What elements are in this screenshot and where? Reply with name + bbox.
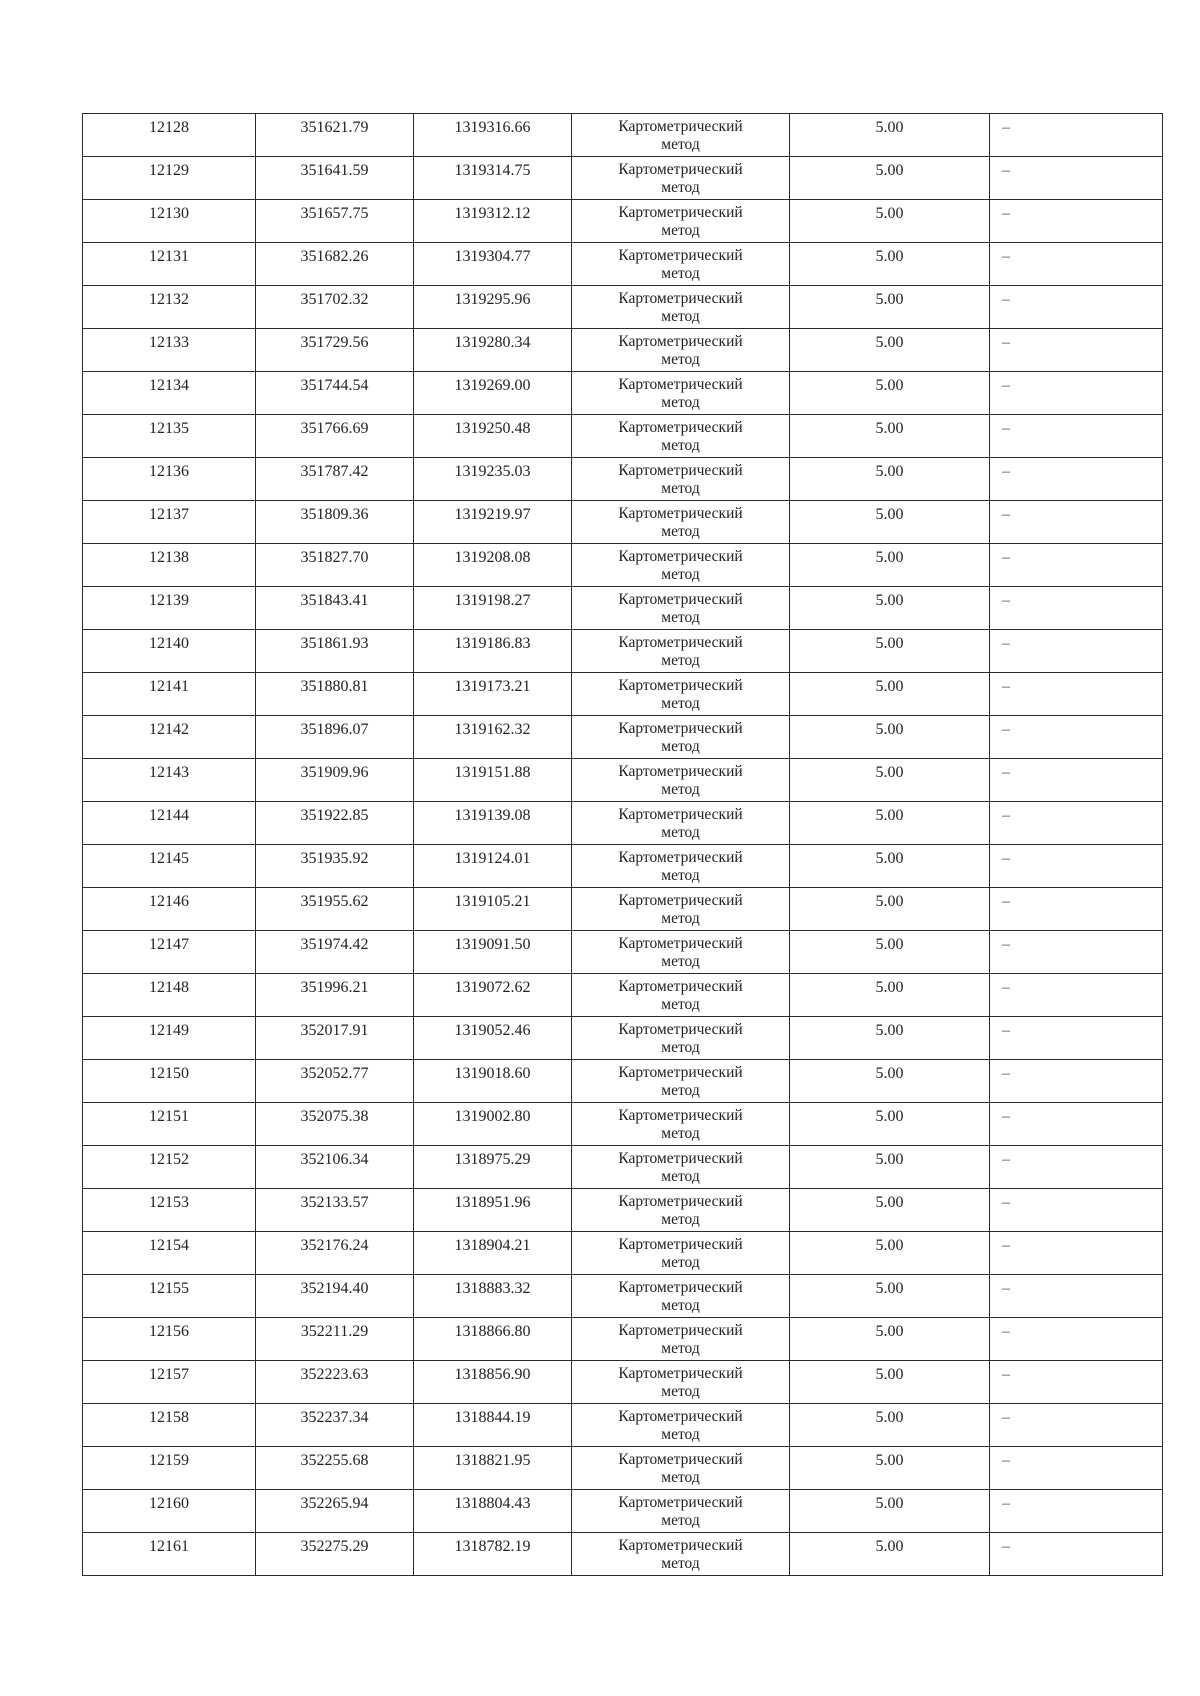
method-text: Картометрический метод (618, 1279, 743, 1314)
y-coordinate-cell: 1319250.48 (414, 415, 572, 458)
method-text: Картометрический метод (618, 849, 743, 884)
y-coordinate-cell: 1319124.01 (414, 845, 572, 888)
table-row (83, 1533, 1163, 1576)
description-cell: – (990, 458, 1163, 501)
method-text: Картометрический метод (618, 419, 743, 454)
point-number-cell: 12153 (83, 1189, 256, 1232)
point-number-cell: 12129 (83, 157, 256, 200)
accuracy-cell: 5.00 (790, 544, 990, 587)
accuracy-cell: 5.00 (790, 1103, 990, 1146)
y-coordinate-cell: 1318951.96 (414, 1189, 572, 1232)
accuracy-cell: 5.00 (790, 114, 990, 157)
y-coordinate-cell: 1319002.80 (414, 1103, 572, 1146)
point-number-cell: 12139 (83, 587, 256, 630)
description-cell: – (990, 630, 1163, 673)
method-cell (572, 587, 790, 630)
method-cell (572, 802, 790, 845)
accuracy-cell: 5.00 (790, 329, 990, 372)
method-cell (572, 544, 790, 587)
accuracy-cell: 5.00 (790, 1447, 990, 1490)
x-coordinate-cell: 351827.70 (256, 544, 414, 587)
description-cell: – (990, 286, 1163, 329)
x-coordinate-cell: 351996.21 (256, 974, 414, 1017)
description-cell: – (990, 1189, 1163, 1232)
point-number-cell: 12135 (83, 415, 256, 458)
y-coordinate-cell: 1319091.50 (414, 931, 572, 974)
x-coordinate-cell: 351909.96 (256, 759, 414, 802)
y-coordinate-cell: 1319316.66 (414, 114, 572, 157)
point-number-cell: 12141 (83, 673, 256, 716)
point-number-cell: 12128 (83, 114, 256, 157)
method-text: Картометрический метод (618, 1021, 743, 1056)
accuracy-cell: 5.00 (790, 1146, 990, 1189)
method-text: Картометрический метод (618, 1408, 743, 1443)
method-cell (572, 759, 790, 802)
accuracy-cell: 5.00 (790, 888, 990, 931)
x-coordinate-cell: 351744.54 (256, 372, 414, 415)
x-coordinate-cell: 351935.92 (256, 845, 414, 888)
table-row (83, 931, 1163, 974)
x-coordinate-cell: 352237.34 (256, 1404, 414, 1447)
accuracy-cell: 5.00 (790, 802, 990, 845)
method-text: Картометрический метод (618, 204, 743, 239)
x-coordinate-cell: 351809.36 (256, 501, 414, 544)
method-text: Картометрический метод (618, 1365, 743, 1400)
method-text: Картометрический метод (618, 290, 743, 325)
method-text: Картометрический метод (618, 1451, 743, 1486)
y-coordinate-cell: 1319052.46 (414, 1017, 572, 1060)
x-coordinate-cell: 351766.69 (256, 415, 414, 458)
table-row (83, 286, 1163, 329)
table-row (83, 1146, 1163, 1189)
accuracy-cell: 5.00 (790, 1060, 990, 1103)
table-row (83, 587, 1163, 630)
method-cell (572, 716, 790, 759)
method-cell (572, 974, 790, 1017)
method-cell (572, 1404, 790, 1447)
accuracy-cell: 5.00 (790, 1232, 990, 1275)
method-cell (572, 1232, 790, 1275)
y-coordinate-cell: 1318866.80 (414, 1318, 572, 1361)
table-row (83, 888, 1163, 931)
description-cell: – (990, 716, 1163, 759)
accuracy-cell: 5.00 (790, 458, 990, 501)
x-coordinate-cell: 351843.41 (256, 587, 414, 630)
table-row (83, 1060, 1163, 1103)
accuracy-cell: 5.00 (790, 372, 990, 415)
method-text: Картометрический метод (618, 462, 743, 497)
x-coordinate-cell: 352133.57 (256, 1189, 414, 1232)
method-text: Картометрический метод (618, 1193, 743, 1228)
table-row (83, 673, 1163, 716)
x-coordinate-cell: 352211.29 (256, 1318, 414, 1361)
method-text: Картометрический метод (618, 161, 743, 196)
method-cell (572, 1275, 790, 1318)
description-cell: – (990, 243, 1163, 286)
method-text: Картометрический метод (618, 720, 743, 755)
y-coordinate-cell: 1318883.32 (414, 1275, 572, 1318)
method-cell (572, 845, 790, 888)
method-cell (572, 1146, 790, 1189)
description-cell: – (990, 1404, 1163, 1447)
y-coordinate-cell: 1318844.19 (414, 1404, 572, 1447)
method-cell (572, 1189, 790, 1232)
description-cell: – (990, 1146, 1163, 1189)
y-coordinate-cell: 1319295.96 (414, 286, 572, 329)
table-row (83, 716, 1163, 759)
y-coordinate-cell: 1319235.03 (414, 458, 572, 501)
point-number-cell: 12149 (83, 1017, 256, 1060)
method-text: Картометрический метод (618, 118, 743, 153)
accuracy-cell: 5.00 (790, 673, 990, 716)
description-cell: – (990, 759, 1163, 802)
method-cell (572, 243, 790, 286)
description-cell: – (990, 1447, 1163, 1490)
coordinates-table (82, 113, 1163, 1576)
x-coordinate-cell: 351922.85 (256, 802, 414, 845)
description-cell: – (990, 974, 1163, 1017)
table-row (83, 1447, 1163, 1490)
point-number-cell: 12151 (83, 1103, 256, 1146)
method-cell (572, 200, 790, 243)
description-cell: – (990, 845, 1163, 888)
x-coordinate-cell: 352265.94 (256, 1490, 414, 1533)
table-row (83, 1189, 1163, 1232)
accuracy-cell: 5.00 (790, 1533, 990, 1576)
y-coordinate-cell: 1318975.29 (414, 1146, 572, 1189)
point-number-cell: 12154 (83, 1232, 256, 1275)
description-cell: – (990, 1275, 1163, 1318)
x-coordinate-cell: 352075.38 (256, 1103, 414, 1146)
method-text: Картометрический метод (618, 677, 743, 712)
description-cell: – (990, 1103, 1163, 1146)
accuracy-cell: 5.00 (790, 1404, 990, 1447)
point-number-cell: 12150 (83, 1060, 256, 1103)
table-row (83, 1318, 1163, 1361)
table-row (83, 114, 1163, 157)
table-row (83, 243, 1163, 286)
accuracy-cell: 5.00 (790, 716, 990, 759)
x-coordinate-cell: 352255.68 (256, 1447, 414, 1490)
point-number-cell: 12138 (83, 544, 256, 587)
point-number-cell: 12142 (83, 716, 256, 759)
x-coordinate-cell: 352052.77 (256, 1060, 414, 1103)
y-coordinate-cell: 1319208.08 (414, 544, 572, 587)
method-cell (572, 888, 790, 931)
coordinates-table-body (83, 114, 1163, 1576)
description-cell: – (990, 888, 1163, 931)
description-cell: – (990, 415, 1163, 458)
method-text: Картометрический метод (618, 1064, 743, 1099)
method-text: Картометрический метод (618, 376, 743, 411)
description-cell: – (990, 1533, 1163, 1576)
accuracy-cell: 5.00 (790, 1490, 990, 1533)
table-row (83, 759, 1163, 802)
method-cell (572, 501, 790, 544)
x-coordinate-cell: 351787.42 (256, 458, 414, 501)
method-text: Картометрический метод (618, 1322, 743, 1357)
y-coordinate-cell: 1319162.32 (414, 716, 572, 759)
description-cell: – (990, 1232, 1163, 1275)
accuracy-cell: 5.00 (790, 286, 990, 329)
table-row (83, 415, 1163, 458)
table-row (83, 329, 1163, 372)
description-cell: – (990, 1490, 1163, 1533)
method-text: Картометрический метод (618, 505, 743, 540)
x-coordinate-cell: 351896.07 (256, 716, 414, 759)
table-row (83, 802, 1163, 845)
description-cell: – (990, 1017, 1163, 1060)
x-coordinate-cell: 351702.32 (256, 286, 414, 329)
x-coordinate-cell: 352176.24 (256, 1232, 414, 1275)
accuracy-cell: 5.00 (790, 415, 990, 458)
table-row (83, 544, 1163, 587)
table-row (83, 630, 1163, 673)
table-row (83, 1017, 1163, 1060)
table-row (83, 1103, 1163, 1146)
method-text: Картометрический метод (618, 892, 743, 927)
method-text: Картометрический метод (618, 1150, 743, 1185)
table-row (83, 200, 1163, 243)
method-cell (572, 1103, 790, 1146)
method-text: Картометрический метод (618, 1236, 743, 1271)
description-cell: – (990, 114, 1163, 157)
method-text: Картометрический метод (618, 978, 743, 1013)
table-row (83, 157, 1163, 200)
point-number-cell: 12131 (83, 243, 256, 286)
description-cell: – (990, 544, 1163, 587)
x-coordinate-cell: 351657.75 (256, 200, 414, 243)
point-number-cell: 12145 (83, 845, 256, 888)
accuracy-cell: 5.00 (790, 974, 990, 1017)
y-coordinate-cell: 1319173.21 (414, 673, 572, 716)
point-number-cell: 12134 (83, 372, 256, 415)
accuracy-cell: 5.00 (790, 587, 990, 630)
point-number-cell: 12140 (83, 630, 256, 673)
accuracy-cell: 5.00 (790, 1318, 990, 1361)
x-coordinate-cell: 351955.62 (256, 888, 414, 931)
x-coordinate-cell: 351641.59 (256, 157, 414, 200)
description-cell: – (990, 1361, 1163, 1404)
description-cell: – (990, 587, 1163, 630)
accuracy-cell: 5.00 (790, 157, 990, 200)
method-cell (572, 114, 790, 157)
y-coordinate-cell: 1319219.97 (414, 501, 572, 544)
description-cell: – (990, 802, 1163, 845)
point-number-cell: 12133 (83, 329, 256, 372)
description-cell: – (990, 372, 1163, 415)
point-number-cell: 12144 (83, 802, 256, 845)
x-coordinate-cell: 352017.91 (256, 1017, 414, 1060)
method-text: Картометрический метод (618, 1494, 743, 1529)
y-coordinate-cell: 1319304.77 (414, 243, 572, 286)
x-coordinate-cell: 351682.26 (256, 243, 414, 286)
y-coordinate-cell: 1319198.27 (414, 587, 572, 630)
accuracy-cell: 5.00 (790, 243, 990, 286)
x-coordinate-cell: 352223.63 (256, 1361, 414, 1404)
method-cell (572, 1447, 790, 1490)
x-coordinate-cell: 351621.79 (256, 114, 414, 157)
point-number-cell: 12157 (83, 1361, 256, 1404)
method-cell (572, 329, 790, 372)
table-row (83, 1275, 1163, 1318)
x-coordinate-cell: 352106.34 (256, 1146, 414, 1189)
point-number-cell: 12147 (83, 931, 256, 974)
point-number-cell: 12132 (83, 286, 256, 329)
y-coordinate-cell: 1318804.43 (414, 1490, 572, 1533)
y-coordinate-cell: 1318904.21 (414, 1232, 572, 1275)
method-text: Картометрический метод (618, 333, 743, 368)
point-number-cell: 12143 (83, 759, 256, 802)
method-text: Картометрический метод (618, 935, 743, 970)
accuracy-cell: 5.00 (790, 501, 990, 544)
y-coordinate-cell: 1319139.08 (414, 802, 572, 845)
point-number-cell: 12146 (83, 888, 256, 931)
y-coordinate-cell: 1319280.34 (414, 329, 572, 372)
method-text: Картометрический метод (618, 806, 743, 841)
method-text: Картометрический метод (618, 634, 743, 669)
y-coordinate-cell: 1319072.62 (414, 974, 572, 1017)
point-number-cell: 12159 (83, 1447, 256, 1490)
description-cell: – (990, 673, 1163, 716)
x-coordinate-cell: 351729.56 (256, 329, 414, 372)
method-text: Картометрический метод (618, 763, 743, 798)
table-row (83, 372, 1163, 415)
description-cell: – (990, 1060, 1163, 1103)
accuracy-cell: 5.00 (790, 200, 990, 243)
description-cell: – (990, 157, 1163, 200)
point-number-cell: 12137 (83, 501, 256, 544)
method-cell (572, 1017, 790, 1060)
y-coordinate-cell: 1318821.95 (414, 1447, 572, 1490)
accuracy-cell: 5.00 (790, 931, 990, 974)
table-row (83, 1490, 1163, 1533)
point-number-cell: 12160 (83, 1490, 256, 1533)
method-cell (572, 286, 790, 329)
y-coordinate-cell: 1318856.90 (414, 1361, 572, 1404)
accuracy-cell: 5.00 (790, 759, 990, 802)
table-row (83, 1232, 1163, 1275)
point-number-cell: 12130 (83, 200, 256, 243)
method-text: Картометрический метод (618, 591, 743, 626)
method-cell (572, 415, 790, 458)
x-coordinate-cell: 351861.93 (256, 630, 414, 673)
accuracy-cell: 5.00 (790, 630, 990, 673)
method-text: Картометрический метод (618, 548, 743, 583)
accuracy-cell: 5.00 (790, 1361, 990, 1404)
method-cell (572, 1060, 790, 1103)
table-row (83, 501, 1163, 544)
y-coordinate-cell: 1319018.60 (414, 1060, 572, 1103)
table-row (83, 458, 1163, 501)
point-number-cell: 12161 (83, 1533, 256, 1576)
method-cell (572, 458, 790, 501)
table-row (83, 1404, 1163, 1447)
table-row (83, 974, 1163, 1017)
point-number-cell: 12158 (83, 1404, 256, 1447)
method-cell (572, 157, 790, 200)
description-cell: – (990, 1318, 1163, 1361)
point-number-cell: 12152 (83, 1146, 256, 1189)
y-coordinate-cell: 1319105.21 (414, 888, 572, 931)
description-cell: – (990, 501, 1163, 544)
table-row (83, 845, 1163, 888)
x-coordinate-cell: 352275.29 (256, 1533, 414, 1576)
method-cell (572, 931, 790, 974)
method-cell (572, 673, 790, 716)
table-row (83, 1361, 1163, 1404)
x-coordinate-cell: 351880.81 (256, 673, 414, 716)
y-coordinate-cell: 1318782.19 (414, 1533, 572, 1576)
y-coordinate-cell: 1319314.75 (414, 157, 572, 200)
accuracy-cell: 5.00 (790, 845, 990, 888)
method-text: Картометрический метод (618, 1107, 743, 1142)
description-cell: – (990, 329, 1163, 372)
method-cell (572, 372, 790, 415)
point-number-cell: 12156 (83, 1318, 256, 1361)
point-number-cell: 12155 (83, 1275, 256, 1318)
accuracy-cell: 5.00 (790, 1275, 990, 1318)
method-text: Картометрический метод (618, 1537, 743, 1572)
point-number-cell: 12136 (83, 458, 256, 501)
method-cell (572, 1318, 790, 1361)
description-cell: – (990, 931, 1163, 974)
method-text: Картометрический метод (618, 247, 743, 282)
accuracy-cell: 5.00 (790, 1017, 990, 1060)
point-number-cell: 12148 (83, 974, 256, 1017)
y-coordinate-cell: 1319186.83 (414, 630, 572, 673)
x-coordinate-cell: 352194.40 (256, 1275, 414, 1318)
method-cell (572, 630, 790, 673)
method-cell (572, 1361, 790, 1404)
description-cell: – (990, 200, 1163, 243)
y-coordinate-cell: 1319151.88 (414, 759, 572, 802)
method-cell (572, 1533, 790, 1576)
accuracy-cell: 5.00 (790, 1189, 990, 1232)
method-cell (572, 1490, 790, 1533)
y-coordinate-cell: 1319269.00 (414, 372, 572, 415)
x-coordinate-cell: 351974.42 (256, 931, 414, 974)
y-coordinate-cell: 1319312.12 (414, 200, 572, 243)
